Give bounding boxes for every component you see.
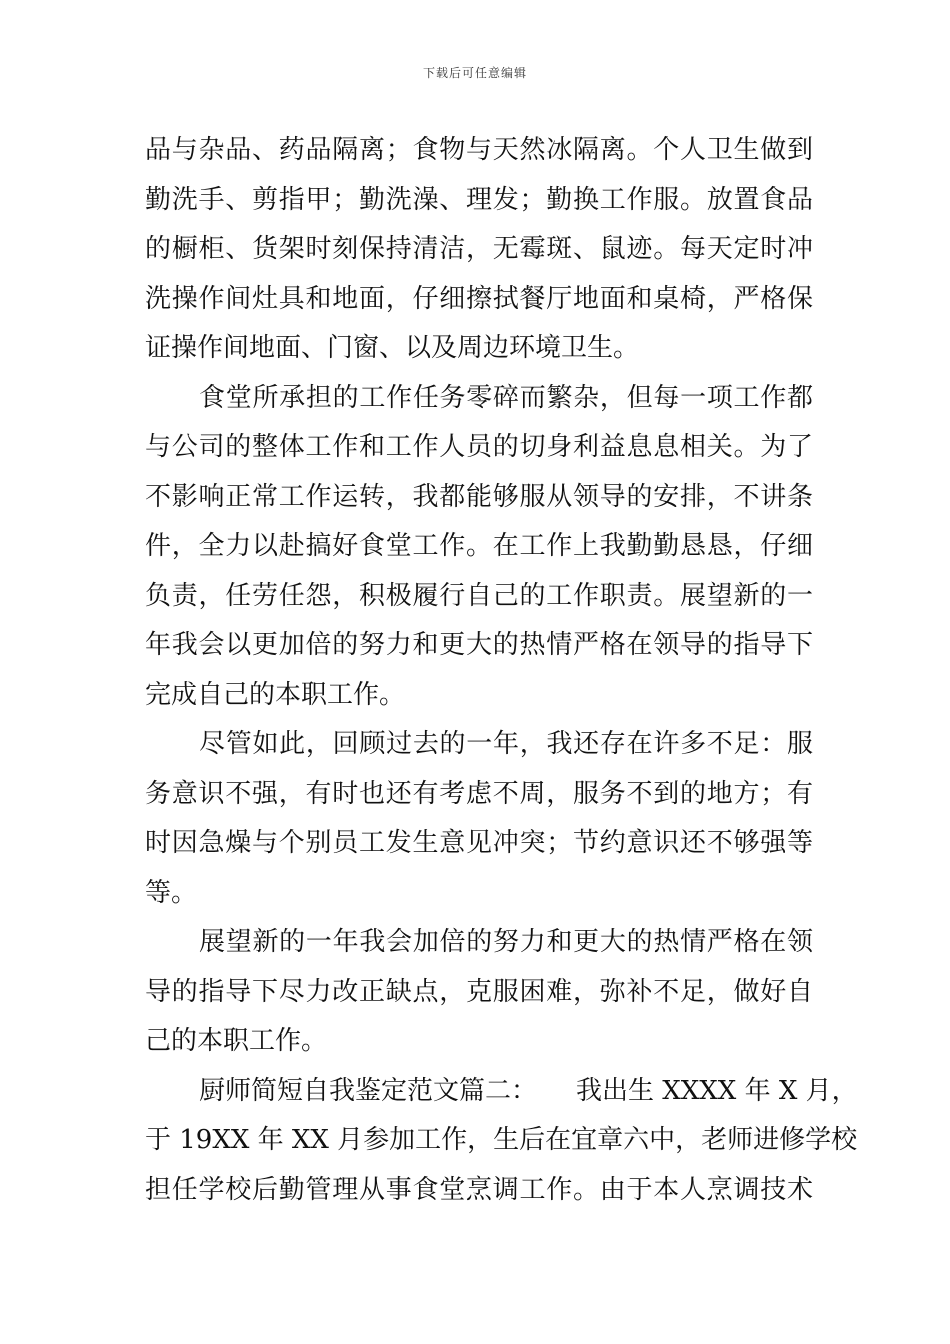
text-line: 食堂所承担的工作任务零碎而繁杂，但每一项工作都 bbox=[199, 382, 813, 413]
text-line: 品与杂品、药品隔离；食物与天然冰隔离。个人卫生做到 bbox=[145, 135, 813, 165]
text-line: 洗操作间灶具和地面，仔细擦拭餐厅地面和桌椅，严格保 bbox=[145, 283, 813, 314]
text-line: 完成自己的本职工作。 bbox=[145, 679, 406, 710]
text-line: 尽管如此，回顾过去的一年，我还存在许多不足：服 bbox=[199, 729, 813, 759]
text-line: 时因急燥与个别员工发生意见冲突；节约意识还不够强等 bbox=[145, 828, 813, 858]
text-line: 担任学校后勤管理从事食堂烹调工作。由于本人烹调技术 bbox=[145, 1174, 813, 1205]
text-line: 厨师简短自我鉴定范文篇二： 我出生 XXXX 年 X 月， bbox=[199, 1075, 858, 1106]
text-line: 于 19XX 年 XX 月参加工作，生后在宜章六中，老师进修学校 bbox=[145, 1125, 858, 1155]
text-line: 等。 bbox=[145, 877, 198, 908]
page-header: 下载后可任意编辑 bbox=[422, 66, 527, 80]
text-line: 不影响正常工作运转，我都能够服从领导的安排，不讲条 bbox=[145, 481, 813, 512]
text-line: 负责，任劳任怨，积极履行自己的工作职责。展望新的一 bbox=[145, 580, 813, 611]
text-line: 勤洗手、剪指甲；勤洗澡、理发；勤换工作服。放置食品 bbox=[145, 184, 813, 215]
text-line: 导的指导下尽力改正缺点，克服困难，弥补不足，做好自 bbox=[145, 976, 813, 1007]
text-line: 己的本职工作。 bbox=[145, 1026, 328, 1056]
text-line: 务意识不强，有时也还有考虑不周，服务不到的地方；有 bbox=[145, 778, 813, 809]
text-line: 件，全力以赴搞好食堂工作。在工作上我勤勤恳恳，仔细 bbox=[145, 531, 813, 561]
text-line: 的橱柜、货架时刻保持清洁，无霉斑、鼠迹。每天定时冲 bbox=[145, 234, 813, 264]
text-line: 年我会以更加倍的努力和更大的热情严格在领导的指导下 bbox=[145, 630, 813, 660]
document-body bbox=[145, 126, 858, 1215]
text-line: 展望新的一年我会加倍的努力和更大的热情严格在领 bbox=[199, 927, 813, 957]
text-line: 与公司的整体工作和工作人员的切身利益息息相关。为了 bbox=[145, 432, 813, 462]
text-line: 证操作间地面、门窗、以及周边环境卫生。 bbox=[145, 333, 640, 363]
